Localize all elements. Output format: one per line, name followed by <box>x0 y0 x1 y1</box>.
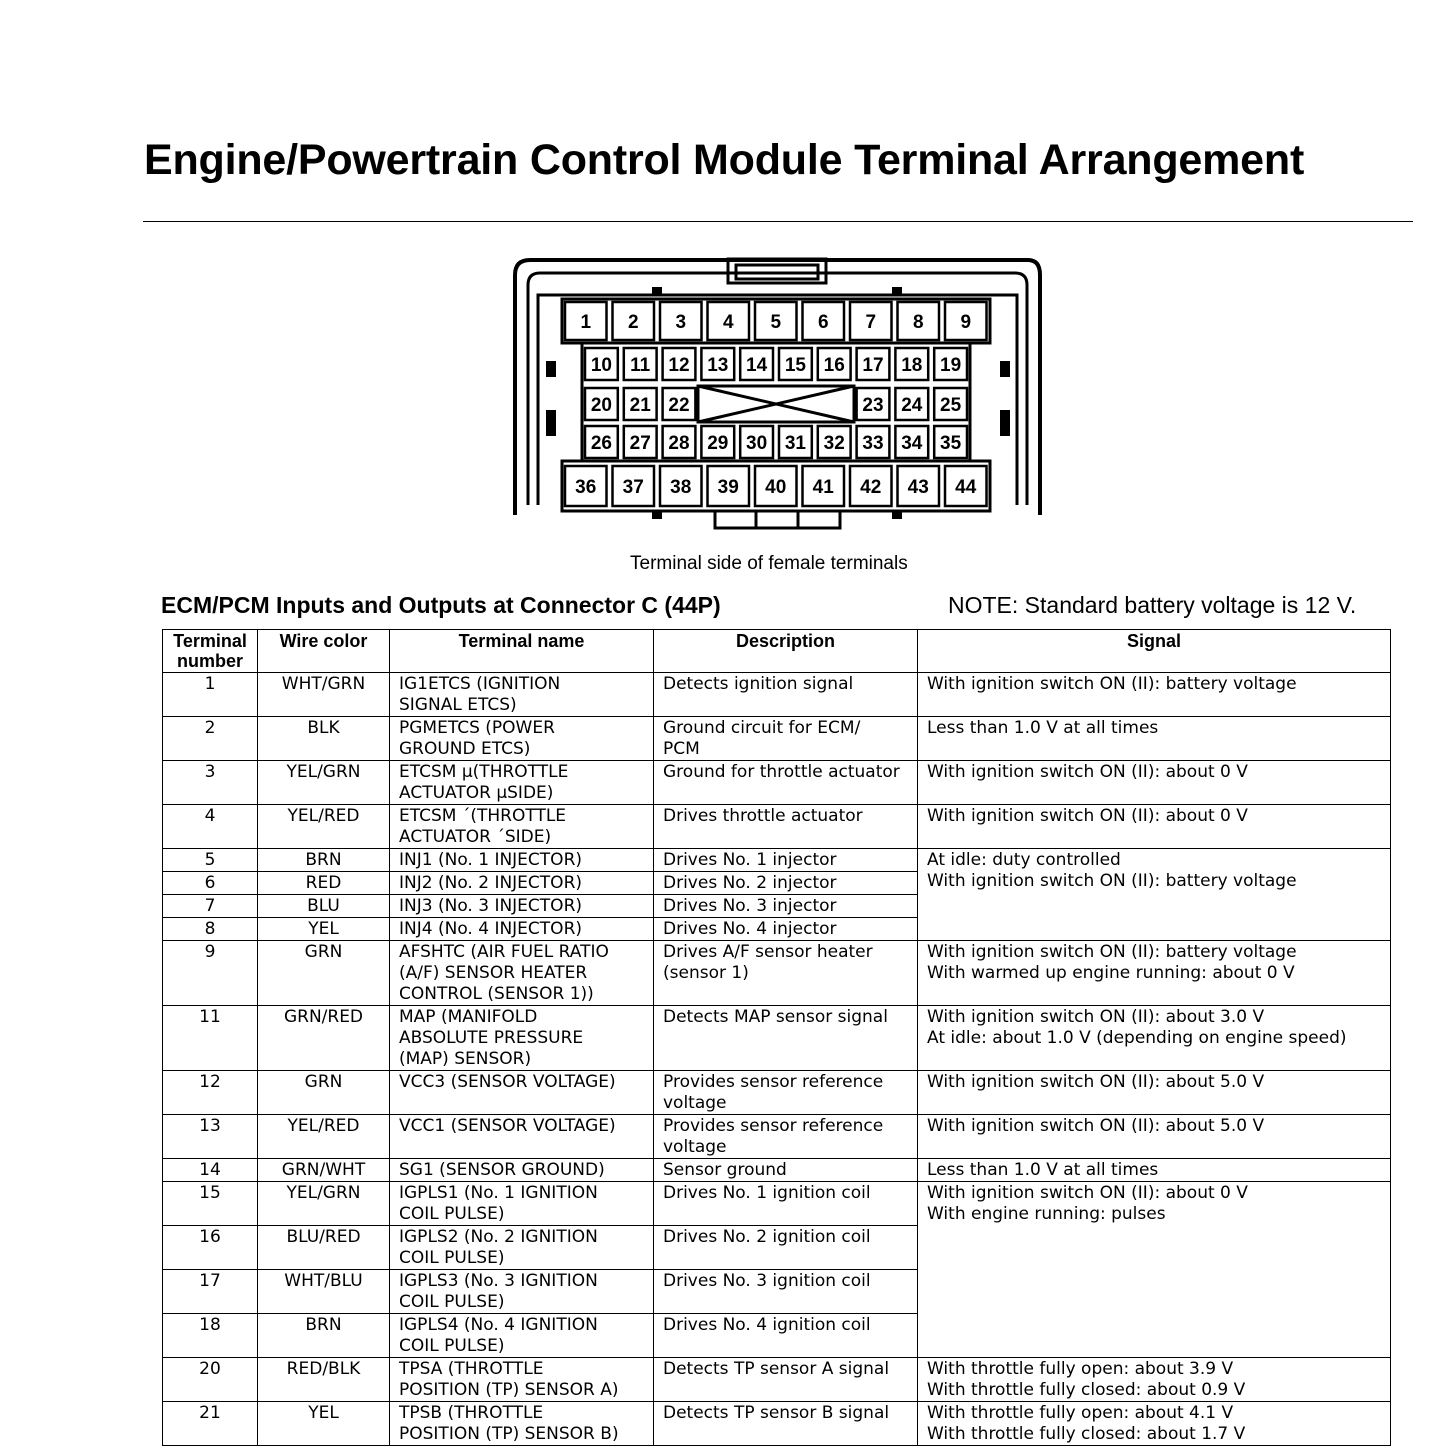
signal-cell: With ignition switch ON (II): battery voltage <box>918 673 1391 717</box>
description-cell: Drives No. 1 ignition coil <box>654 1182 918 1226</box>
table-row <box>163 849 1391 872</box>
signal-cell: With throttle fully open: about 4.1 V With throttle fully closed: about 1.7 V <box>918 1402 1391 1446</box>
pin-label: 30 <box>746 433 768 454</box>
terminal-name-cell: TPSB (THROTTLE POSITION (TP) SENSOR B) <box>390 1402 654 1446</box>
terminal-number-cell: 20 <box>163 1358 258 1402</box>
wire-color-cell: RED <box>258 872 390 895</box>
terminal-name-cell: VCC3 (SENSOR VOLTAGE) <box>390 1071 654 1115</box>
terminal-name-cell: INJ1 (No. 1 INJECTOR) <box>390 849 654 872</box>
battery-note: NOTE: Standard battery voltage is 12 V. <box>948 592 1357 618</box>
description-cell: Drives A/F sensor heater (sensor 1) <box>654 941 918 1006</box>
wire-color-cell: YEL <box>258 1402 390 1446</box>
wire-color-cell: YEL/GRN <box>258 1182 390 1226</box>
description-cell: Drives No. 1 injector <box>654 849 918 872</box>
terminal-number-cell: 3 <box>163 761 258 805</box>
pin-label: 19 <box>940 355 962 376</box>
pin-label: 14 <box>746 355 768 376</box>
table-row <box>163 1402 1391 1446</box>
terminal-name-cell: MAP (MANIFOLD ABSOLUTE PRESSURE (MAP) SENSOR) <box>390 1006 654 1071</box>
header-description: Description <box>654 630 918 673</box>
terminal-table <box>162 629 1391 1446</box>
signal-cell: With ignition switch ON (II): about 5.0 V <box>918 1115 1391 1159</box>
signal-cell: With ignition switch ON (II): about 0 V With engine running: pulses <box>918 1182 1391 1358</box>
pin-label: 2 <box>627 312 639 333</box>
signal-cell: With ignition switch ON (II): battery voltage With warmed up engine running: about 0 V <box>918 941 1391 1006</box>
pin-label: 22 <box>668 395 690 416</box>
terminal-number-cell: 21 <box>163 1402 258 1446</box>
header-signal: Signal <box>918 630 1391 673</box>
table-row <box>163 717 1391 761</box>
pin-label: 17 <box>862 355 884 376</box>
pin-label: 12 <box>668 355 690 376</box>
pin-label: 32 <box>823 433 845 454</box>
wire-color-cell: YEL/RED <box>258 805 390 849</box>
pin-label: 29 <box>707 433 729 454</box>
pin-label: 7 <box>865 312 877 333</box>
wire-color-cell: GRN <box>258 1071 390 1115</box>
pin-label: 8 <box>912 312 924 333</box>
description-cell: Detects ignition signal <box>654 673 918 717</box>
pin-label: 16 <box>823 355 845 376</box>
pin-label: 40 <box>765 477 787 498</box>
terminal-number-cell: 18 <box>163 1314 258 1358</box>
table-row <box>163 1182 1391 1226</box>
description-cell: Detects TP sensor A signal <box>654 1358 918 1402</box>
terminal-name-cell: ETCSM ´(THROTTLE ACTUATOR ´SIDE) <box>390 805 654 849</box>
terminal-name-cell: INJ4 (No. 4 INJECTOR) <box>390 918 654 941</box>
connector-caption: Terminal side of female terminals <box>630 553 908 574</box>
terminal-name-cell: PGMETCS (POWER GROUND ETCS) <box>390 717 654 761</box>
header-wire-color: Wire color <box>258 630 390 673</box>
wire-color-cell: BLU/RED <box>258 1226 390 1270</box>
pin-label: 9 <box>960 312 972 333</box>
wire-color-cell: BRN <box>258 1314 390 1358</box>
connector-diagram <box>510 255 1050 535</box>
table-row <box>163 673 1391 717</box>
signal-cell: With ignition switch ON (II): about 3.0 V At idle: about 1.0 V (depending on engine speed) <box>918 1006 1391 1071</box>
description-cell: Drives No. 4 injector <box>654 918 918 941</box>
terminal-number-cell: 5 <box>163 849 258 872</box>
pin-label: 33 <box>862 433 884 454</box>
description-cell: Ground for throttle actuator <box>654 761 918 805</box>
terminal-name-cell: TPSA (THROTTLE POSITION (TP) SENSOR A) <box>390 1358 654 1402</box>
table-row <box>163 1071 1391 1115</box>
pin-label: 15 <box>784 355 806 376</box>
terminal-name-cell: IGPLS1 (No. 1 IGNITION COIL PULSE) <box>390 1182 654 1226</box>
pin-label: 11 <box>630 355 651 376</box>
description-cell: Ground circuit for ECM/ PCM <box>654 717 918 761</box>
pin-label: 10 <box>590 355 612 376</box>
description-cell: Drives No. 3 injector <box>654 895 918 918</box>
terminal-name-cell: VCC1 (SENSOR VOLTAGE) <box>390 1115 654 1159</box>
description-cell: Drives No. 2 injector <box>654 872 918 895</box>
terminal-number-cell: 8 <box>163 918 258 941</box>
pin-label: 18 <box>901 355 923 376</box>
terminal-name-cell: IGPLS2 (No. 2 IGNITION COIL PULSE) <box>390 1226 654 1270</box>
signal-cell: At idle: duty controlled With ignition switch ON (II): battery voltage <box>918 849 1391 941</box>
terminal-name-cell: IGPLS4 (No. 4 IGNITION COIL PULSE) <box>390 1314 654 1358</box>
description-cell: Detects MAP sensor signal <box>654 1006 918 1071</box>
page-title: Engine/Powertrain Control Module Terminal Arrangement <box>144 136 1305 184</box>
pin-label: 28 <box>668 433 690 454</box>
signal-cell: With ignition switch ON (II): about 5.0 V <box>918 1071 1391 1115</box>
description-cell: Drives throttle actuator <box>654 805 918 849</box>
description-cell: Provides sensor reference voltage <box>654 1115 918 1159</box>
terminal-name-cell: INJ3 (No. 3 INJECTOR) <box>390 895 654 918</box>
pin-label: 38 <box>670 477 692 498</box>
table-row <box>163 1358 1391 1402</box>
pin-label: 21 <box>629 395 651 416</box>
terminal-number-cell: 11 <box>163 1006 258 1071</box>
terminal-number-cell: 14 <box>163 1159 258 1182</box>
pin-label: 35 <box>940 433 962 454</box>
description-cell: Provides sensor reference voltage <box>654 1071 918 1115</box>
pin-label: 4 <box>722 312 734 333</box>
terminal-name-cell: IGPLS3 (No. 3 IGNITION COIL PULSE) <box>390 1270 654 1314</box>
terminal-name-cell: AFSHTC (AIR FUEL RATIO (A/F) SENSOR HEATER CONTROL (SENSOR 1)) <box>390 941 654 1006</box>
wire-color-cell: YEL/RED <box>258 1115 390 1159</box>
pin-label: 1 <box>580 312 592 333</box>
description-cell: Drives No. 2 ignition coil <box>654 1226 918 1270</box>
description-cell: Sensor ground <box>654 1159 918 1182</box>
wire-color-cell: WHT/BLU <box>258 1270 390 1314</box>
pin-label: 20 <box>590 395 612 416</box>
wire-color-cell: BLK <box>258 717 390 761</box>
table-row <box>163 1159 1391 1182</box>
description-cell: Detects TP sensor B signal <box>654 1402 918 1446</box>
pin-label: 25 <box>940 395 962 416</box>
terminal-number-cell: 15 <box>163 1182 258 1226</box>
pin-label: 34 <box>901 433 923 454</box>
pin-label: 41 <box>812 477 834 498</box>
signal-cell: Less than 1.0 V at all times <box>918 717 1391 761</box>
terminal-name-cell: IG1ETCS (IGNITION SIGNAL ETCS) <box>390 673 654 717</box>
terminal-number-cell: 4 <box>163 805 258 849</box>
pin-label: 36 <box>575 477 597 498</box>
signal-cell: With ignition switch ON (II): about 0 V <box>918 805 1391 849</box>
terminal-number-cell: 2 <box>163 717 258 761</box>
pin-label: 43 <box>907 477 929 498</box>
signal-cell: Less than 1.0 V at all times <box>918 1159 1391 1182</box>
description-cell: Drives No. 4 ignition coil <box>654 1314 918 1358</box>
header-terminal-number: Terminal number <box>163 630 258 673</box>
terminal-number-cell: 16 <box>163 1226 258 1270</box>
wire-color-cell: BRN <box>258 849 390 872</box>
section-title: ECM/PCM Inputs and Outputs at Connector C (44P) <box>161 592 721 618</box>
title-divider <box>143 221 1413 222</box>
pin-label: 37 <box>622 477 644 498</box>
signal-cell: With ignition switch ON (II): about 0 V <box>918 761 1391 805</box>
wire-color-cell: GRN <box>258 941 390 1006</box>
terminal-number-cell: 9 <box>163 941 258 1006</box>
pin-label: 27 <box>629 433 651 454</box>
signal-cell: With throttle fully open: about 3.9 V With throttle fully closed: about 0.9 V <box>918 1358 1391 1402</box>
wire-color-cell: BLU <box>258 895 390 918</box>
pin-label: 26 <box>590 433 612 454</box>
pin-label: 42 <box>860 477 882 498</box>
pin-label: 39 <box>717 477 739 498</box>
pin-label: 44 <box>955 477 977 498</box>
wire-color-cell: YEL/GRN <box>258 761 390 805</box>
terminal-name-cell: INJ2 (No. 2 INJECTOR) <box>390 872 654 895</box>
table-row <box>163 761 1391 805</box>
terminal-number-cell: 12 <box>163 1071 258 1115</box>
wire-color-cell: WHT/GRN <box>258 673 390 717</box>
pin-label: 24 <box>901 395 923 416</box>
terminal-number-cell: 1 <box>163 673 258 717</box>
pin-label: 31 <box>784 433 806 454</box>
pin-label: 6 <box>817 312 829 333</box>
wire-color-cell: RED/BLK <box>258 1358 390 1402</box>
wire-color-cell: GRN/WHT <box>258 1159 390 1182</box>
table-row <box>163 1006 1391 1071</box>
terminal-number-cell: 7 <box>163 895 258 918</box>
terminal-name-cell: ETCSM µ(THROTTLE ACTUATOR µSIDE) <box>390 761 654 805</box>
table-row <box>163 805 1391 849</box>
description-cell: Drives No. 3 ignition coil <box>654 1270 918 1314</box>
wire-color-cell: YEL <box>258 918 390 941</box>
wire-color-cell: GRN/RED <box>258 1006 390 1071</box>
terminal-name-cell: SG1 (SENSOR GROUND) <box>390 1159 654 1182</box>
pin-label: 3 <box>675 312 687 333</box>
terminal-number-cell: 17 <box>163 1270 258 1314</box>
terminal-table-body <box>163 673 1391 1446</box>
table-row <box>163 941 1391 1006</box>
terminal-number-cell: 6 <box>163 872 258 895</box>
pin-label: 5 <box>770 312 782 333</box>
terminal-number-cell: 13 <box>163 1115 258 1159</box>
table-row <box>163 1115 1391 1159</box>
header-terminal-name: Terminal name <box>390 630 654 673</box>
pin-label: 13 <box>707 355 729 376</box>
table-header-row <box>163 630 1391 673</box>
pin-label: 23 <box>862 395 884 416</box>
